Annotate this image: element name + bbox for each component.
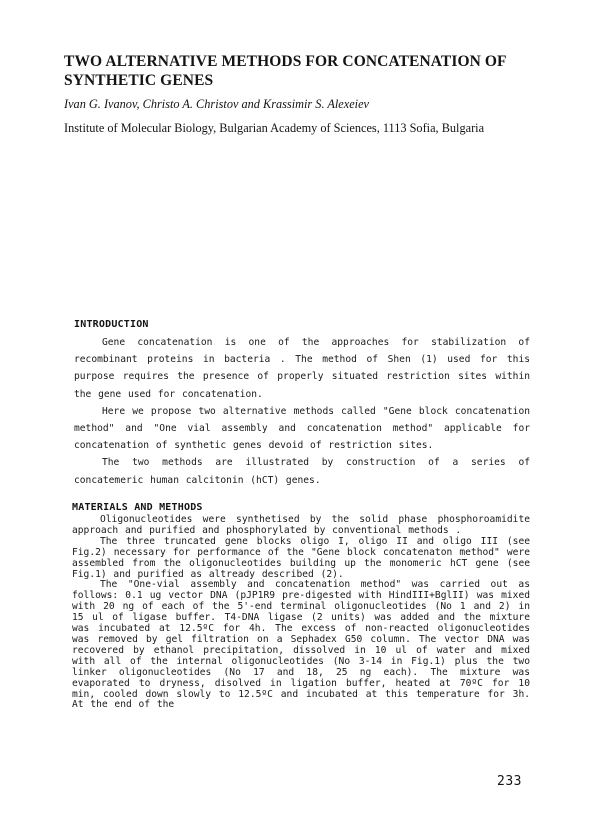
introduction-paragraph: Gene concatenation is one of the approaches for stabilization of recombinant proteins in bacteria . The method of Shen (1) used for this purpose requires the presence of properly situated restriction sites within the gene used for concatenation. (74, 337, 530, 400)
introduction-heading: INTRODUCTION (74, 319, 149, 330)
methods-paragraph: The "One-vial assembly and concatenation method" was carried out as follows: 0.1 ug vector DNA (pJP1R9 pre-digested with HindIII+BglII) was mixed with 20 ng of each of the 5'-end terminal oligonucleotides (No 1 and 2) in 15 ul of ligase buffer. T4-DNA ligase (2 units) was added and the mixture was incubated at 12.5ºC for 4h. The excess of non-reacted oligonucleotides was removed by gel filtration on a Sephadex G50 column. The vector DNA was recovered by ethanol precipitation, dissolved in 10 ul of water and mixed with all of the internal oligonucleotides (No 3-14 in Fig.1) plus the two linker oligonucleotides (No 17 and 18, 25 ng each). The mixture was evaporated to dryness, disolved in ligation buffer, heated at 70ºC for 10 min, cooled down slowly to 12.5ºC and incubated at this temperature for 3h. At the end of the (72, 579, 530, 711)
institute-affiliation: Institute of Molecular Biology, Bulgarian Academy of Sciences, 1113 Sofia, Bulgaria (64, 121, 485, 135)
methods-paragraph: The three truncated gene blocks oligo I, oligo II and oligo III (see Fig.2) necessary for performance of the "Gene block concatenaton method" were assembled from the oligonucleotides building up the monomeric hCT gene (see Fig.1) and purified as altready described (2). (72, 535, 530, 580)
introduction-paragraph: The two methods are illustrated by construction of a series of concatemeric human calcitonin (hCT) genes. (74, 457, 530, 486)
author-list: Ivan G. Ivanov, Christo A. Christov and Krassimir S. Alexeiev (64, 97, 370, 111)
page-number: 233 (497, 774, 522, 789)
paper-title: TWO ALTERNATIVE METHODS FOR CONCATENATION OF SYNTHETIC GENES (64, 53, 507, 89)
materials-methods-heading: MATERIALS AND METHODS (72, 502, 203, 513)
introduction-paragraph: Here we propose two alternative methods called "Gene block concatenation method" and "One vial assembly and concatenation method" applicable for concatenation of synthetic genes devoid of restriction sites. (74, 405, 530, 452)
introduction-body (74, 334, 530, 489)
materials-methods-body (72, 515, 530, 711)
methods-paragraph: Oligonucleotides were synthetised by the solid phase phosphoroamidite approach and purified and phosphorylated by conventional methods . (72, 514, 530, 536)
